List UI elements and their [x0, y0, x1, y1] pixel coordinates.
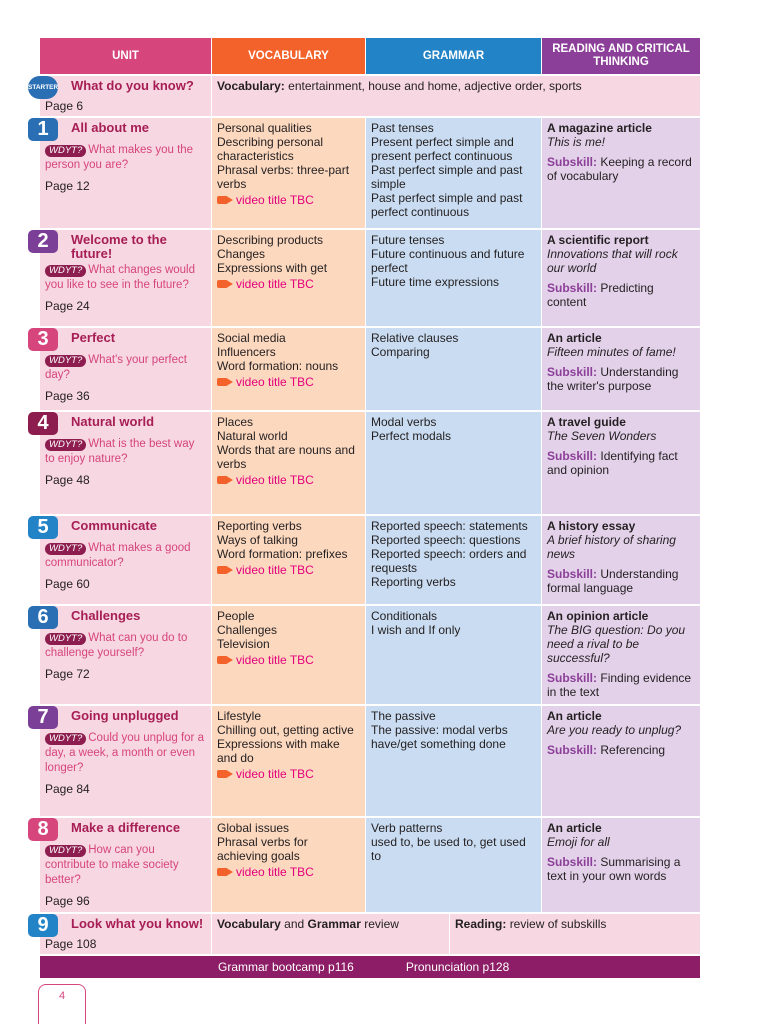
grammar-item: Past perfect simple and past perfect continuous — [371, 191, 523, 219]
vocab-item: Challenges — [217, 623, 278, 637]
vocab-item: Ways of talking — [217, 533, 298, 547]
video-label: video title TBC — [236, 193, 314, 207]
footer-bar — [40, 954, 700, 978]
wdyt-question-text: What is the best way to enjoy nature? — [45, 438, 195, 465]
vocab-item: Influencers — [217, 345, 276, 359]
starter-vocab-cell — [212, 76, 700, 116]
footer-bootcamp[interactable]: Grammar bootcamp p116 — [218, 960, 354, 974]
wdyt-question — [45, 353, 207, 383]
grammar-cell — [366, 606, 542, 704]
unit-row — [37, 116, 700, 228]
vocab-item: Places — [217, 415, 254, 429]
reading-subtitle: This is me! — [547, 135, 606, 149]
review-reading-label: Reading: — [455, 917, 507, 931]
grammar-cell — [366, 818, 542, 912]
grammar-item: I wish and If only — [371, 623, 461, 637]
starter-vocab-text: entertainment, house and home, adjective order, sports — [288, 79, 582, 93]
reading-cell — [542, 606, 700, 704]
vocab-item: Social media — [217, 331, 286, 345]
wdyt-question — [45, 843, 207, 888]
review-vg-cell — [212, 914, 450, 954]
video-link[interactable] — [217, 563, 361, 577]
unit-title[interactable]: Perfect — [71, 330, 116, 345]
video-camera-icon — [217, 378, 228, 386]
unit-page: Page 96 — [45, 894, 90, 908]
vocab-item: Expressions with get — [217, 261, 328, 275]
unit-number-badge: 8 — [28, 818, 58, 841]
reading-cell — [542, 118, 700, 228]
unit-title[interactable]: Communicate — [71, 518, 157, 533]
vocab-item: Reporting verbs — [217, 519, 302, 533]
starter-title: What do you know? — [71, 78, 194, 93]
page-number: 4 — [58, 990, 66, 1002]
video-link[interactable] — [217, 193, 361, 207]
grammar-cell — [366, 328, 542, 410]
review-unit-cell — [37, 914, 212, 954]
grammar-item: Perfect modals — [371, 429, 452, 443]
unit-cell — [37, 412, 212, 514]
vocabulary-cell — [212, 412, 366, 514]
grammar-item: Reported speech: statements — [371, 519, 528, 533]
video-label: video title TBC — [236, 865, 314, 879]
header-reading: READING AND CRITICAL THINKING — [542, 38, 700, 74]
subskill — [547, 567, 696, 595]
subskill-label: Subskill: — [547, 155, 598, 169]
wdyt-tag: WDYT? — [45, 355, 86, 367]
review-title: Look what you know! — [71, 916, 204, 931]
reading-title: A history essay — [547, 519, 636, 533]
unit-title[interactable]: Natural world — [71, 414, 155, 429]
wdyt-question-text: What makes you the person you are? — [45, 144, 194, 171]
video-camera-icon — [217, 196, 228, 204]
vocab-item: Phrasal verbs: three-part verbs — [217, 163, 350, 191]
contents-table — [28, 38, 700, 978]
vocab-item: Television — [217, 637, 270, 651]
grammar-item: Reported speech: questions — [371, 533, 521, 547]
vocabulary-cell — [212, 230, 366, 326]
unit-number-badge: 1 — [28, 118, 58, 141]
unit-title[interactable]: Challenges — [71, 608, 141, 623]
vocab-item: Lifestyle — [217, 709, 262, 723]
vocab-item: Changes — [217, 247, 266, 261]
vocab-item: Word formation: nouns — [217, 359, 339, 373]
vocab-item: Natural world — [217, 429, 288, 443]
subskill-label: Subskill: — [547, 671, 598, 685]
subskill-text: Predicting content — [547, 281, 654, 309]
reading-cell — [542, 328, 700, 410]
wdyt-question — [45, 437, 207, 467]
vocab-item: Words that are nouns and verbs — [217, 443, 355, 471]
wdyt-tag: WDYT? — [45, 633, 86, 645]
reading-subtitle: Emoji for all — [547, 835, 610, 849]
wdyt-tag: WDYT? — [45, 145, 86, 157]
reading-subtitle: The BIG question: Do you need a rival to be successful? — [547, 623, 686, 665]
wdyt-tag: WDYT? — [45, 265, 86, 277]
reading-cell — [542, 230, 700, 326]
video-label: video title TBC — [236, 473, 314, 487]
unit-page: Page 48 — [45, 473, 90, 487]
unit-row — [37, 228, 700, 326]
wdyt-question — [45, 541, 207, 571]
unit-row — [37, 604, 700, 704]
unit-page: Page 60 — [45, 577, 90, 591]
reading-title: A scientific report — [547, 233, 649, 247]
reading-cell — [542, 412, 700, 514]
wdyt-question-text: What can you do to challenge yourself? — [45, 632, 188, 659]
unit-cell — [37, 328, 212, 410]
video-link[interactable] — [217, 375, 361, 389]
vocab-item: Phrasal verbs for achieving goals — [217, 835, 308, 863]
starter-vocab-label: Vocabulary: — [217, 79, 285, 93]
video-link[interactable] — [217, 277, 361, 291]
grammar-item: Verb patterns — [371, 821, 443, 835]
wdyt-tag: WDYT? — [45, 845, 86, 857]
video-label: video title TBC — [236, 767, 314, 781]
reading-cell — [542, 818, 700, 912]
wdyt-question-text: What changes would you like to see in the future? — [45, 264, 196, 291]
video-link[interactable] — [217, 767, 361, 781]
reading-title: A travel guide — [547, 415, 626, 429]
subskill-text: Referencing — [600, 743, 666, 757]
wdyt-question-text: How can you contribute to make society better? — [45, 844, 179, 886]
unit-page: Page 36 — [45, 389, 90, 403]
subskill-text: Identifying fact and opinion — [547, 449, 678, 477]
subskill — [547, 155, 696, 183]
subskill — [547, 449, 696, 477]
subskill — [547, 743, 696, 757]
page-number-tab — [38, 984, 86, 1024]
grammar-cell — [366, 412, 542, 514]
wdyt-question-text: Could you unplug for a day, a week, a month or even longer? — [45, 732, 204, 774]
review-rest: review — [364, 917, 399, 931]
subskill-label: Subskill: — [547, 365, 598, 379]
subskill-label: Subskill: — [547, 281, 598, 295]
wdyt-tag: WDYT? — [45, 733, 86, 745]
video-camera-icon — [217, 770, 228, 778]
vocab-item: Describing products — [217, 233, 324, 247]
grammar-item: Present perfect simple and present perfect continuous — [371, 135, 514, 163]
unit-row — [37, 816, 700, 912]
unit-number-badge: 6 — [28, 606, 58, 629]
review-reading-cell — [450, 914, 700, 954]
grammar-item: used to, be used to, get used to — [371, 835, 526, 863]
unit-number-badge: 7 — [28, 706, 58, 729]
reading-subtitle: The Seven Wonders — [547, 429, 657, 443]
unit-number-badge: 4 — [28, 412, 58, 435]
vocabulary-cell — [212, 516, 366, 604]
reading-subtitle: Fifteen minutes of fame! — [547, 345, 676, 359]
vocab-item: Personal qualities — [217, 121, 312, 135]
reading-title: A magazine article — [547, 121, 652, 135]
reading-title: An article — [547, 709, 602, 723]
unit-title[interactable]: Going unplugged — [71, 708, 179, 723]
subskill-label: Subskill: — [547, 743, 598, 757]
grammar-cell — [366, 118, 542, 228]
unit-row — [37, 410, 700, 514]
unit-row — [37, 326, 700, 410]
grammar-item: Reported speech: orders and requests — [371, 547, 527, 575]
unit-cell — [37, 706, 212, 816]
subskill — [547, 855, 696, 883]
reading-subtitle: A brief history of sharing news — [547, 533, 676, 561]
vocabulary-cell — [212, 118, 366, 228]
subskill — [547, 281, 696, 309]
starter-unit-cell — [28, 76, 212, 116]
header-vocabulary: VOCABULARY — [212, 38, 366, 74]
header-unit: UNIT — [40, 38, 212, 74]
unit-row — [37, 514, 700, 604]
reading-title: An article — [547, 821, 602, 835]
unit-number-badge: 3 — [28, 328, 58, 351]
wdyt-question — [45, 263, 207, 293]
video-label: video title TBC — [236, 563, 314, 577]
reading-title: An opinion article — [547, 609, 649, 623]
unit-title[interactable]: Make a difference — [71, 820, 181, 835]
grammar-item: Relative clauses — [371, 331, 459, 345]
unit-page: Page 24 — [45, 299, 90, 313]
vocab-item: People — [217, 609, 255, 623]
grammar-item: Past perfect simple and past simple — [371, 163, 523, 191]
video-camera-icon — [217, 280, 228, 288]
table-header — [40, 38, 700, 74]
review-reading-text: review of subskills — [509, 917, 607, 931]
grammar-item: Reporting verbs — [371, 575, 456, 589]
subskill-label: Subskill: — [547, 567, 598, 581]
reading-cell — [542, 706, 700, 816]
grammar-item: The passive — [371, 709, 436, 723]
vocab-item: Describing personal characteristics — [217, 135, 324, 163]
subskill-label: Subskill: — [547, 855, 598, 869]
unit-page: Page 84 — [45, 782, 90, 796]
vocab-item: Expressions with make and do — [217, 737, 340, 765]
video-label: video title TBC — [236, 375, 314, 389]
vocabulary-cell — [212, 328, 366, 410]
review-page: Page 108 — [45, 937, 97, 951]
footer-pronunciation[interactable]: Pronunciation p128 — [405, 960, 510, 974]
unit-cell — [37, 516, 212, 604]
subskill — [547, 365, 696, 393]
unit-page: Page 72 — [45, 667, 90, 681]
vocab-item: Word formation: prefixes — [217, 547, 348, 561]
wdyt-tag: WDYT? — [45, 543, 86, 555]
reading-subtitle: Are you ready to unplug? — [547, 723, 682, 737]
review-and-word: and — [284, 917, 305, 931]
vocab-item: Global issues — [217, 821, 290, 835]
wdyt-question — [45, 631, 207, 661]
wdyt-question — [45, 143, 207, 173]
grammar-item: Past tenses — [371, 121, 434, 135]
video-camera-icon — [217, 656, 228, 664]
subskill-label: Subskill: — [547, 449, 598, 463]
subskill-text: Summarising a text in your own words — [547, 855, 681, 883]
starter-badge: STARTER — [28, 76, 58, 99]
subskill-text: Understanding formal language — [547, 567, 679, 595]
subskill-text: Finding evidence in the text — [547, 671, 692, 699]
header-grammar: GRAMMAR — [366, 38, 542, 74]
grammar-item: Future time expressions — [371, 275, 500, 289]
review-grammar-word: Grammar — [307, 917, 361, 931]
video-label: video title TBC — [236, 653, 314, 667]
subskill — [547, 671, 696, 699]
starter-page: Page 6 — [45, 99, 84, 113]
grammar-item: Future continuous and future perfect — [371, 247, 525, 275]
grammar-cell — [366, 230, 542, 326]
review-vocab-word: Vocabulary — [217, 917, 281, 931]
unit-page: Page 12 — [45, 179, 90, 193]
reading-subtitle: Innovations that will rock our world — [547, 247, 678, 275]
starter-row — [28, 74, 700, 116]
grammar-item: The passive: modal verbs — [371, 723, 508, 737]
video-link[interactable] — [217, 653, 361, 667]
grammar-item: have/get something done — [371, 737, 506, 751]
unit-cell — [37, 230, 212, 326]
vocabulary-cell — [212, 706, 366, 816]
grammar-item: Modal verbs — [371, 415, 437, 429]
unit-cell — [37, 118, 212, 228]
wdyt-tag: WDYT? — [45, 439, 86, 451]
grammar-item: Future tenses — [371, 233, 445, 247]
grammar-cell — [366, 516, 542, 604]
subskill-text: Keeping a record of vocabulary — [547, 155, 692, 183]
unit-number-badge: 5 — [28, 516, 58, 539]
video-camera-icon — [217, 868, 228, 876]
unit-9-badge: 9 — [28, 914, 58, 937]
grammar-item: Conditionals — [371, 609, 438, 623]
video-link[interactable] — [217, 865, 361, 879]
vocabulary-cell — [212, 818, 366, 912]
subskill-text: Understanding the writer's purpose — [547, 365, 679, 393]
grammar-cell — [366, 706, 542, 816]
reading-cell — [542, 516, 700, 604]
vocabulary-cell — [212, 606, 366, 704]
unit-title[interactable]: All about me — [71, 120, 150, 135]
wdyt-question — [45, 731, 207, 776]
grammar-item: Comparing — [371, 345, 430, 359]
review-row — [37, 912, 700, 954]
reading-title: An article — [547, 331, 602, 345]
unit-cell — [37, 606, 212, 704]
vocab-item: Chilling out, getting active — [217, 723, 354, 737]
video-link[interactable] — [217, 473, 361, 487]
wdyt-question-text: What's your perfect day? — [45, 354, 187, 381]
wdyt-question-text: What makes a good communicator? — [45, 542, 191, 569]
unit-cell — [37, 818, 212, 912]
unit-row — [37, 704, 700, 816]
unit-title[interactable]: Welcome to the future! — [71, 232, 167, 261]
video-camera-icon — [217, 476, 228, 484]
video-label: video title TBC — [236, 277, 314, 291]
video-camera-icon — [217, 566, 228, 574]
unit-number-badge: 2 — [28, 230, 58, 253]
